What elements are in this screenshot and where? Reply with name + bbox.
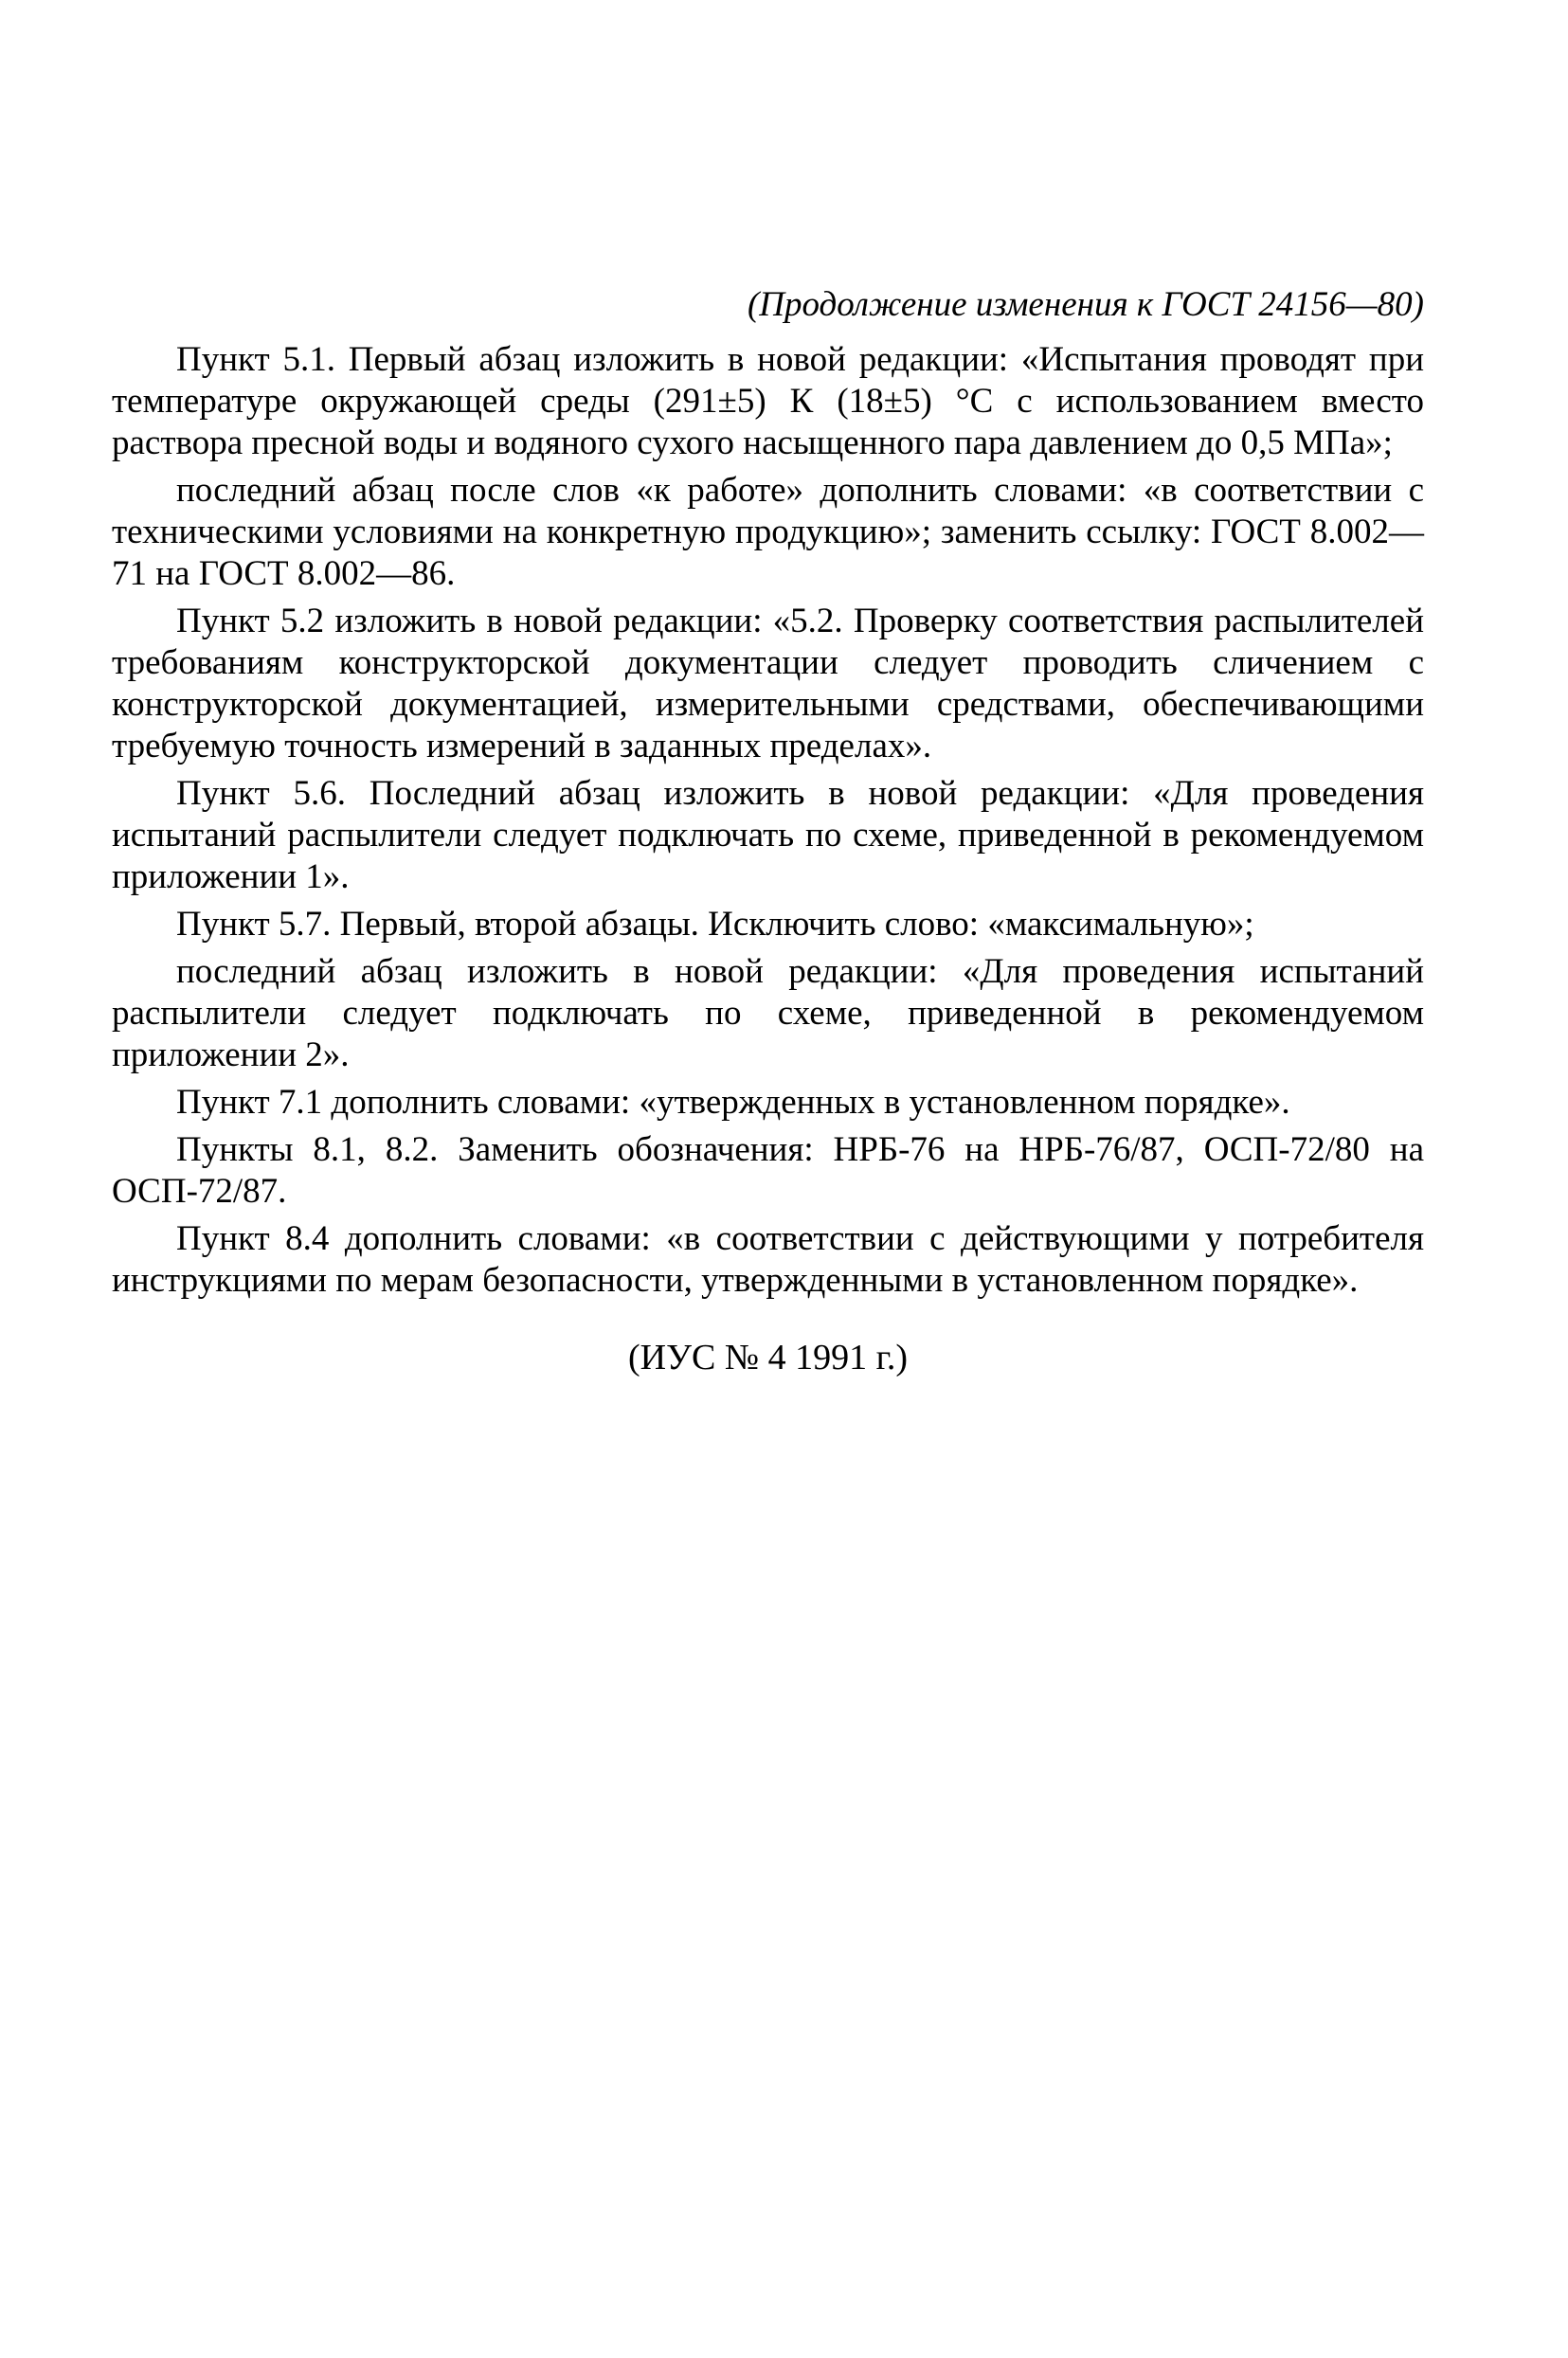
paragraph-5-2: Пункт 5.2 изложить в новой редакции: «5.2. Проверку соответствия распылителей требованиям конструкторской документации следует проводить сличением с конструкторской документацией, измерительными средствами, обеспечивающими требуемую точность измерений в заданных пределах». bbox=[112, 602, 1424, 765]
paragraph-8-4: Пункт 8.4 дополнить словами: «в соответствии с действующими у потребителя инструкциями по мерам безопасности, утвержденными в установленном порядке». bbox=[112, 1219, 1424, 1300]
document-page bbox=[112, 284, 1424, 1379]
issue-reference: (ИУС № 4 1991 г.) bbox=[627, 1338, 909, 1377]
paragraph-5-1: Пункт 5.1. Первый абзац изложить в новой редакции: «Испытания проводят при температуре окружающей среды (291±5) К (18±5) °С с использованием вместо раствора пресной воды и водяного сухого насыщенного пара давлением до 0,5 МПа»; bbox=[112, 340, 1424, 462]
paragraph-5-7-last: последний абзац изложить в новой редакции: «Для проведения испытаний распылители следует подключать по схеме, приведенной в рекомендуемом приложении 2». bbox=[112, 952, 1424, 1074]
paragraph-5-6: Пункт 5.6. Последний абзац изложить в новой редакции: «Для проведения испытаний распылители следует подключать по схеме, приведенной в рекомендуемом приложении 1». bbox=[112, 774, 1424, 896]
paragraph-7-1: Пункт 7.1 дополнить словами: «утвержденных в установленном порядке». bbox=[176, 1083, 1290, 1122]
paragraph-5-7: Пункт 5.7. Первый, второй абзацы. Исключить слово: «максимальную»; bbox=[176, 905, 1254, 944]
paragraph-8-1-8-2: Пункты 8.1, 8.2. Заменить обозначения: НРБ-76 на НРБ-76/87, ОСП-72/80 на ОСП-72/87. bbox=[112, 1130, 1424, 1211]
continuation-header: (Продолжение изменения к ГОСТ 24156—80) bbox=[747, 285, 1424, 324]
paragraph-5-1-last: последний абзац после слов «к работе» дополнить словами: «в соответствии с техническими условиями на конкретную продукцию»; заменить ссылку: ГОСТ 8.002—71 на ГОСТ 8.002—86. bbox=[112, 471, 1424, 593]
